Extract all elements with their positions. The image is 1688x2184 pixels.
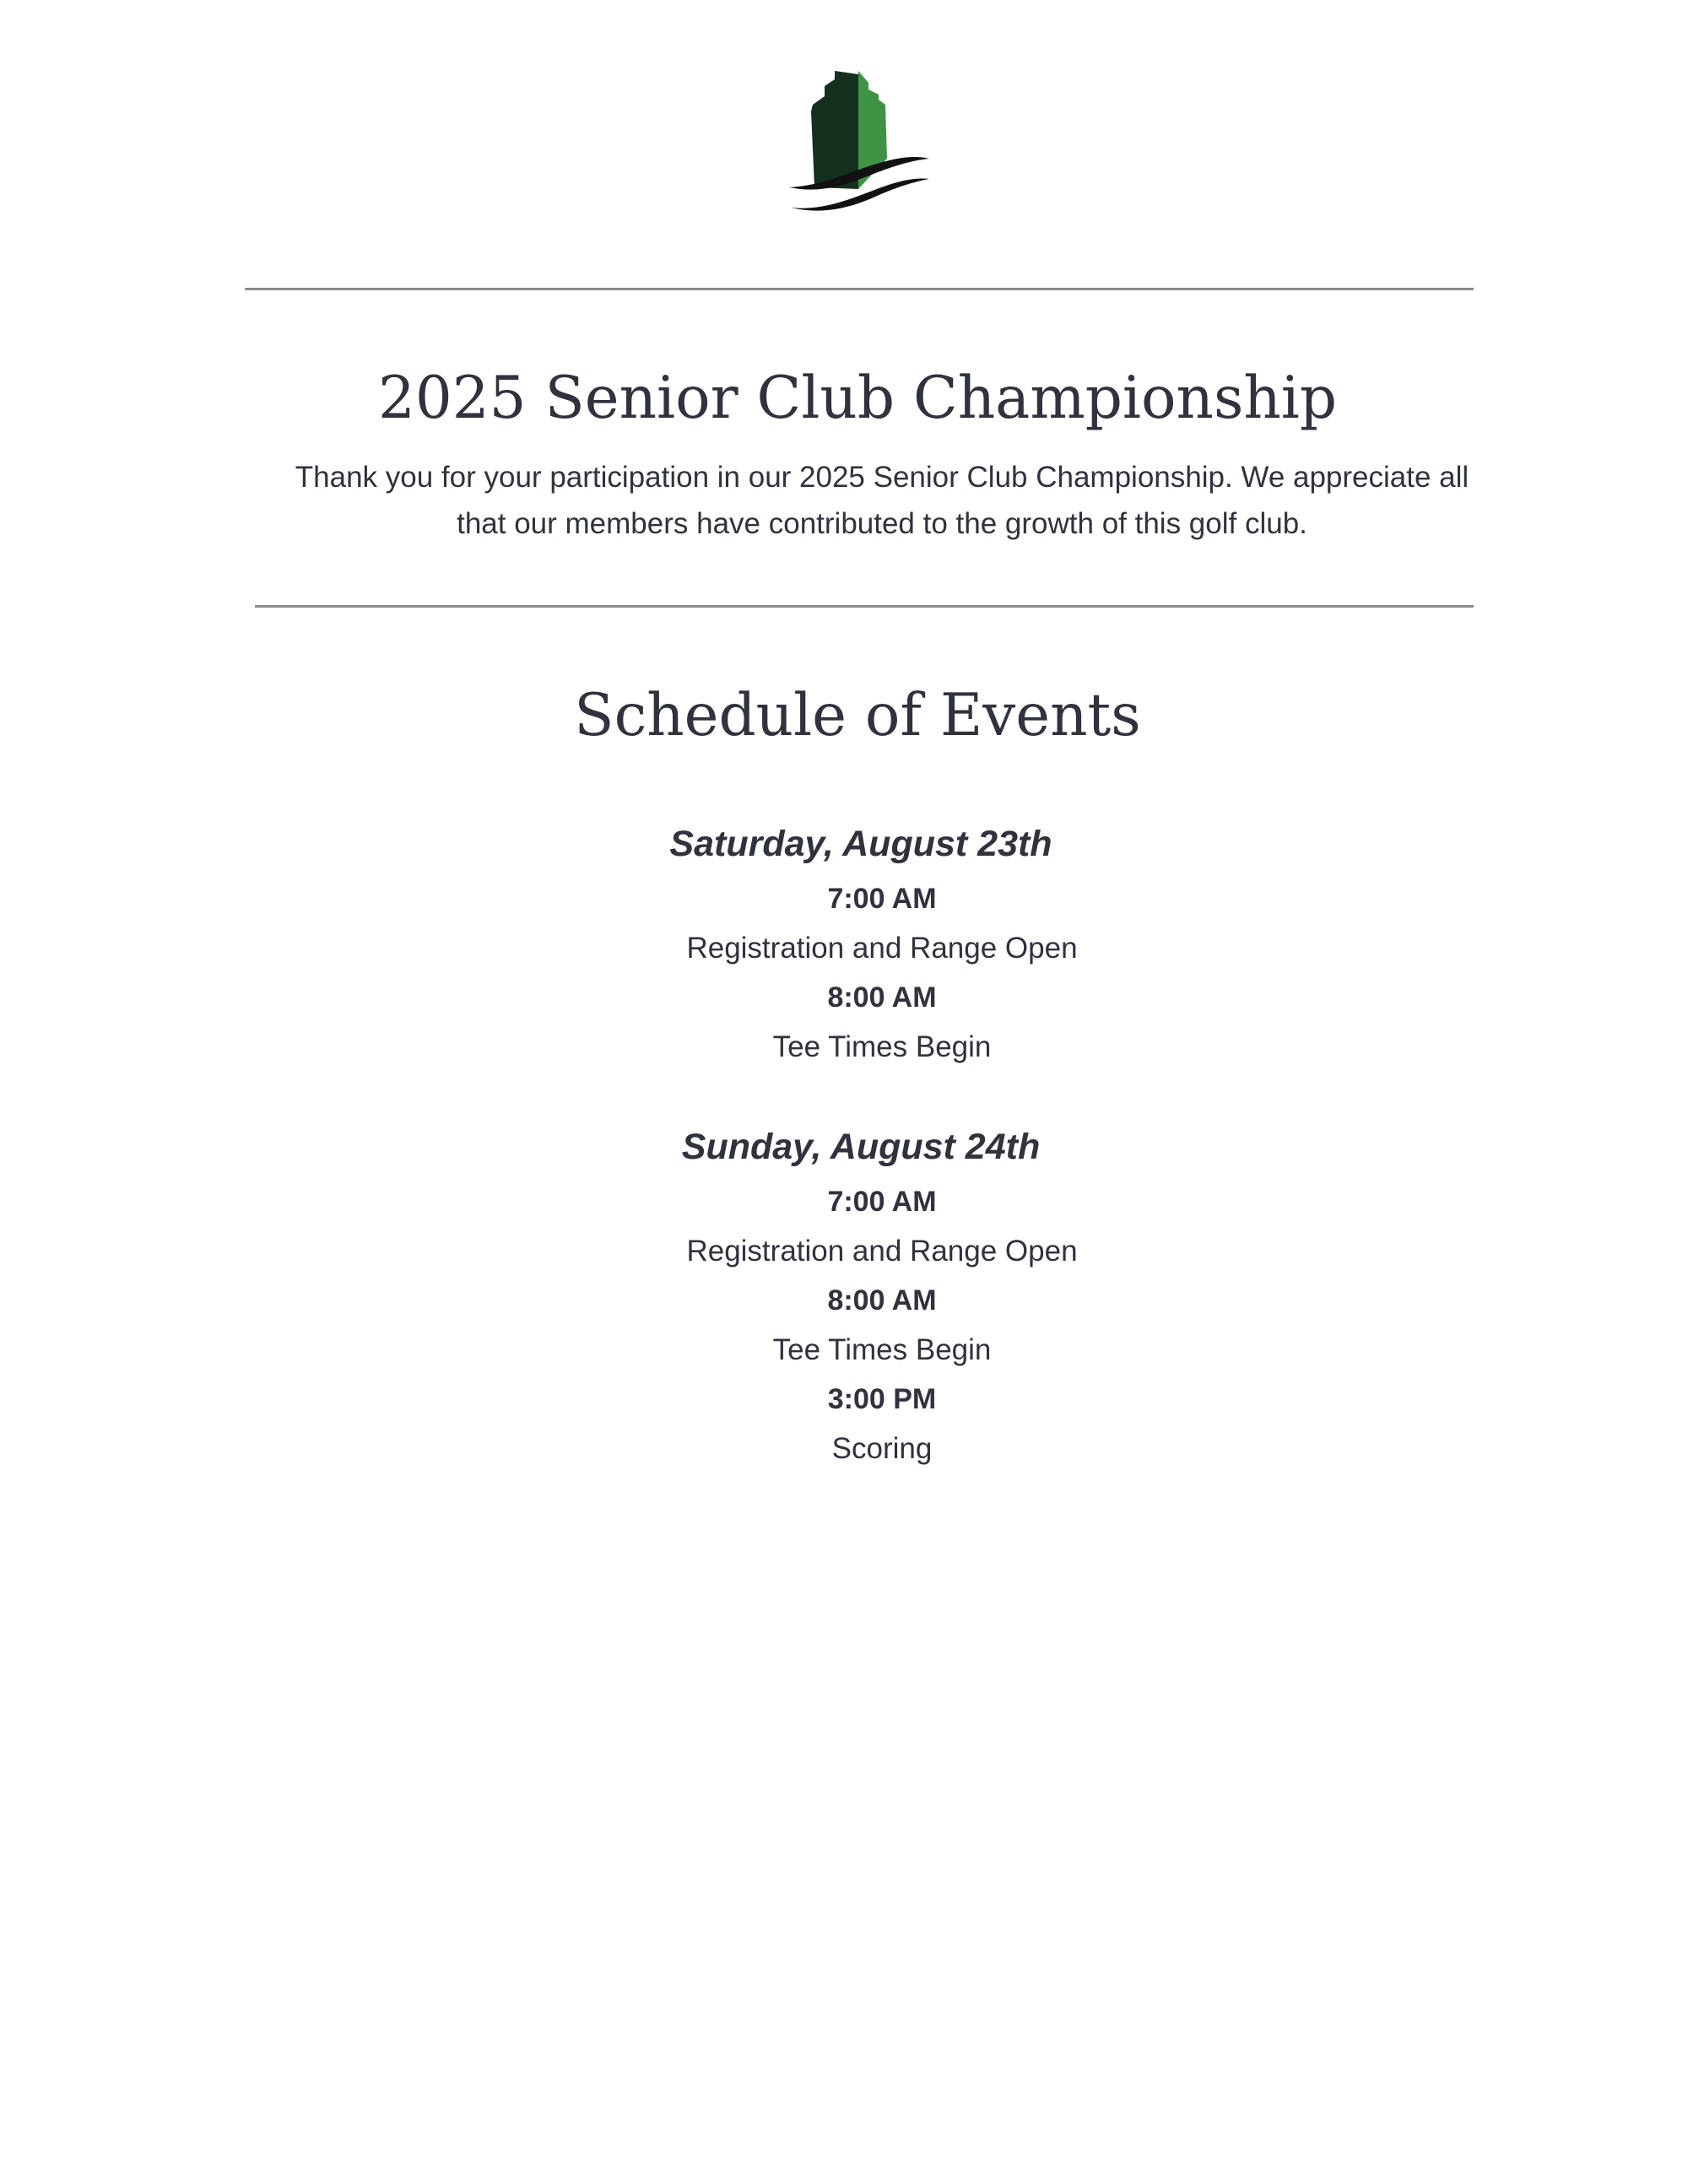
- event-description: Registration and Range Open: [686, 931, 1078, 965]
- list-item: [0, 973, 1688, 1072]
- schedule-title: Schedule of Events: [574, 682, 1141, 749]
- event-description: Registration and Range Open: [686, 1234, 1078, 1268]
- list-item: [0, 874, 1688, 973]
- event-description: Tee Times Begin: [772, 1030, 992, 1063]
- logo-tower-dark: [811, 71, 858, 189]
- event-description: Tee Times Begin: [772, 1333, 992, 1366]
- event-time: 3:00 PM: [827, 1383, 937, 1415]
- saturday-event-list: [0, 874, 1688, 1072]
- day-heading-saturday: Saturday, August 23th: [669, 824, 1052, 864]
- intro-paragraph: Thank you for your participation in our 2025 Senior Club Championship. We appreciate all that our members have contributed to the growth of this golf club.: [295, 461, 1469, 540]
- event-time: 8:00 AM: [827, 981, 937, 1014]
- sunday-event-list: [0, 1177, 1688, 1473]
- middle-divider: [255, 605, 1474, 608]
- list-item: [0, 1177, 1688, 1276]
- event-time: 7:00 AM: [827, 1186, 937, 1218]
- top-divider: [245, 288, 1474, 290]
- event-time: 8:00 AM: [827, 1284, 937, 1316]
- event-time: 7:00 AM: [827, 883, 937, 915]
- list-item: [0, 1375, 1688, 1473]
- club-logo-icon: [789, 71, 929, 213]
- page-title: 2025 Senior Club Championship: [377, 365, 1338, 432]
- list-item: [0, 1276, 1688, 1375]
- event-description: Scoring: [831, 1431, 933, 1465]
- day-heading-sunday: Sunday, August 24th: [681, 1127, 1041, 1167]
